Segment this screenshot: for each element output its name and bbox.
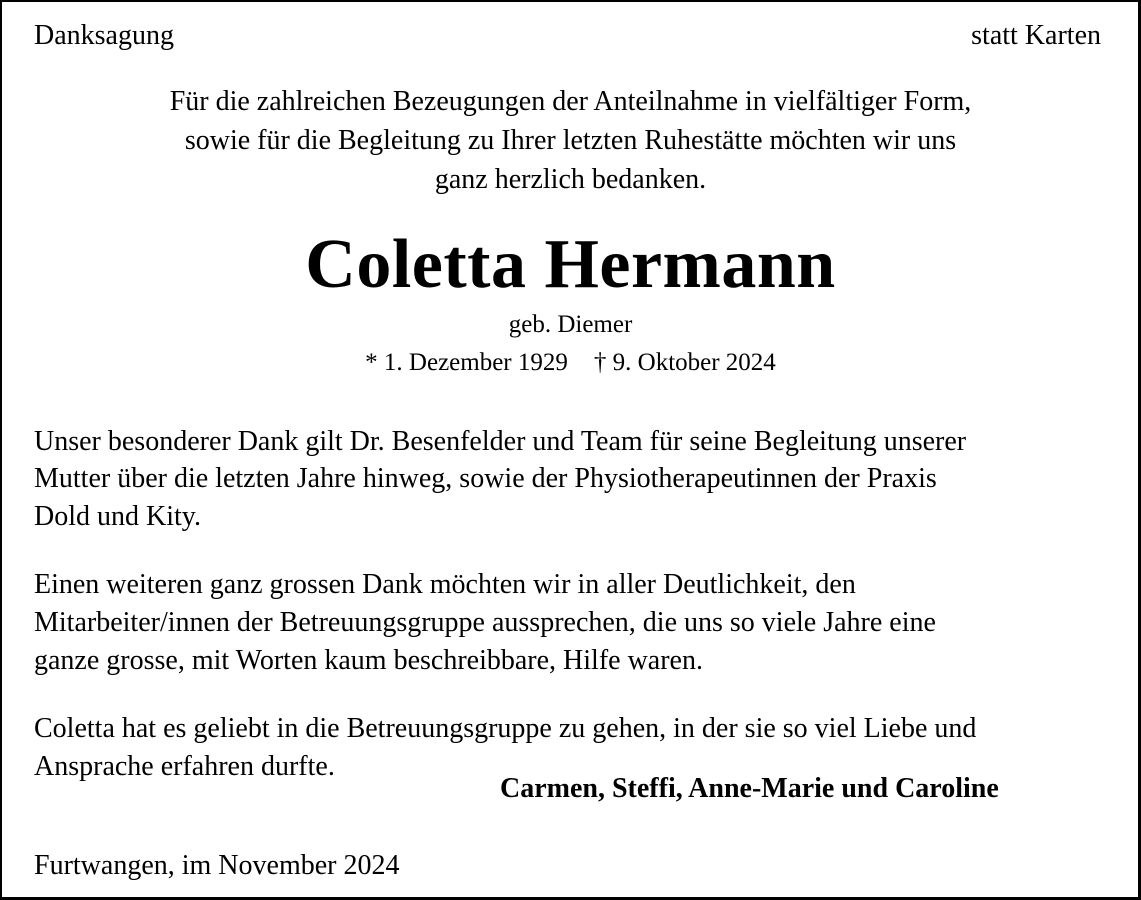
birth-date: * 1. Dezember 1929 xyxy=(365,349,568,376)
paragraph-line: Mutter über die letzten Jahre hinweg, sowie der Physiotherapeutinnen der Praxis xyxy=(34,463,937,494)
header-title: Danksagung xyxy=(34,20,174,51)
intro-line: Für die zahlreichen Bezeugungen der Anteilnahme in vielfältiger Form, xyxy=(169,86,972,117)
paragraph-line: Ansprache erfahren durfte. xyxy=(34,751,335,782)
deceased-name: Coletta Hermann xyxy=(305,226,836,303)
death-date: † 9. Oktober 2024 xyxy=(593,349,776,376)
signature: Carmen, Steffi, Anne-Marie und Caroline xyxy=(500,773,999,804)
intro-line: ganz herzlich bedanken. xyxy=(434,164,707,195)
paragraph-line: Mitarbeiter/innen der Betreuungsgruppe aussprechen, die uns so viele Jahre eine xyxy=(34,607,936,638)
life-dates xyxy=(0,350,1141,375)
paragraph-line: Dold und Kity. xyxy=(34,501,201,532)
place-date: Furtwangen, im November 2024 xyxy=(34,850,400,881)
paragraph-line: ganze grosse, mit Worten kaum beschreibbare, Hilfe waren. xyxy=(34,645,703,676)
paragraph-line: Coletta hat es geliebt in die Betreuungsgruppe zu gehen, in der sie so viel Liebe und xyxy=(34,713,977,744)
intro-line: sowie für die Begleitung zu Ihrer letzten Ruhestätte möchten wir uns xyxy=(184,125,957,156)
birth-name: geb. Diemer xyxy=(508,311,633,338)
header-note: statt Karten xyxy=(971,20,1101,51)
paragraph-line: Unser besonderer Dank gilt Dr. Besenfelder und Team für seine Begleitung unserer xyxy=(34,426,967,457)
paragraph-line: Einen weiteren ganz grossen Dank möchten wir in aller Deutlichkeit, den xyxy=(34,569,856,600)
